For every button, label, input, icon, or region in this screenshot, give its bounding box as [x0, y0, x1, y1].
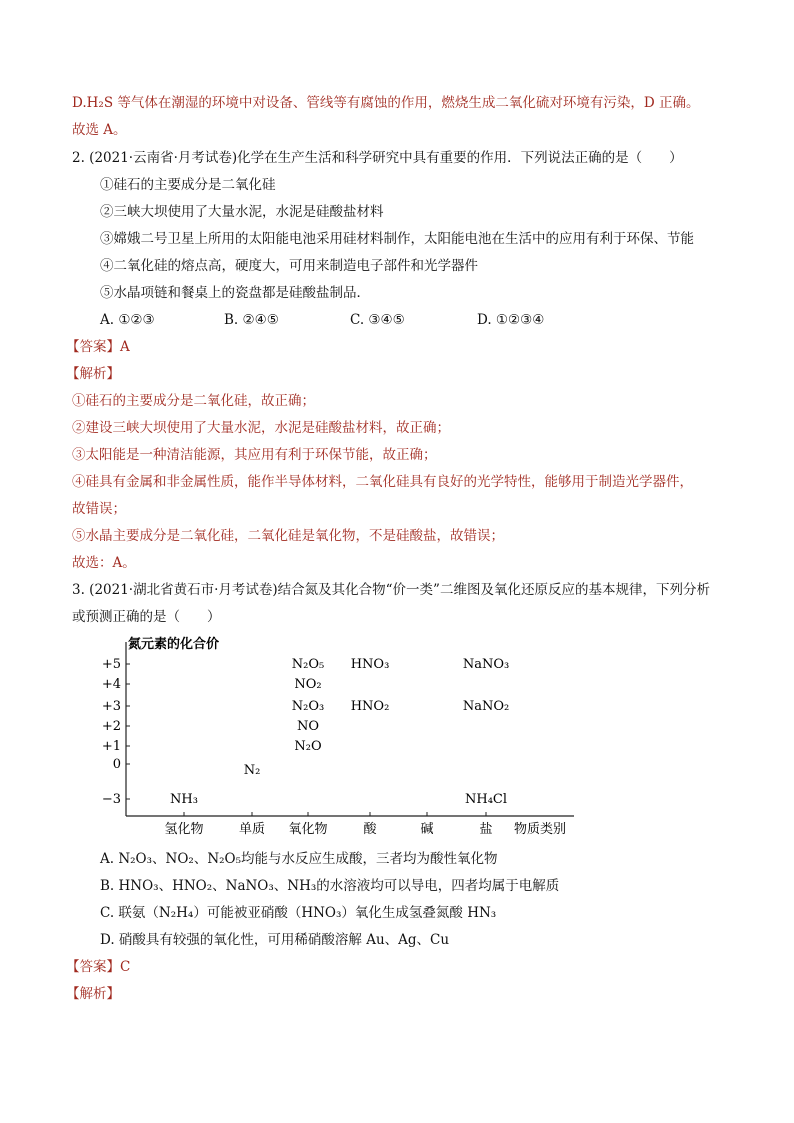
- y-tick-label: +3: [101, 699, 121, 714]
- y-tick-label: +2: [101, 719, 121, 734]
- q2-statement: ③嫦娥二号卫星上所用的太阳能电池采用硅材料制作，太阳能电池在生活中的应用有利于环保、节能: [100, 231, 694, 247]
- y-tick-label: 0: [112, 757, 121, 772]
- y-axis-label: 氮元素的化合价: [128, 637, 220, 652]
- q3-option-c: C. 联氨（N₂H₄）可能被亚硝酸（HNO₃）氧化生成氢叠氮酸 HN₃: [100, 905, 497, 921]
- q2-analysis-line: ④硅具有金属和非金属性质，能作半导体材料，二氧化硅具有良好的光学特性，能够用于制造光学器件，: [72, 474, 693, 490]
- data-point-label: HNO₃: [350, 657, 390, 672]
- q2-analysis-label: 【解析】: [66, 366, 120, 382]
- q3-stem-cont: 或预测正确的是（ ）: [72, 609, 221, 625]
- nitrogen-valence-chart: [101, 634, 582, 842]
- q2-analysis-line: ③太阳能是一种清洁能源，其应用有利于环保节能，故正确；: [72, 447, 437, 463]
- q2-option-d: D. ①②③④: [477, 312, 545, 328]
- data-point-label: N₂O₅: [291, 657, 325, 672]
- y-tick-label: +1: [101, 739, 121, 754]
- y-tick-label: −3: [101, 792, 121, 807]
- x-tick-label: 单质: [238, 822, 266, 837]
- q3-option-d: D. 硝酸具有较强的氧化性，可用稀硝酸溶解 Au、Ag、Cu: [100, 932, 450, 948]
- q2-analysis-line: 故选：A。: [72, 555, 136, 571]
- q2-option-c: C. ③④⑤: [350, 312, 405, 328]
- q2-answer: 【答案】A: [66, 339, 130, 355]
- prev-conclusion: 故选 A。: [72, 122, 127, 138]
- x-tick-label: 氢化物: [164, 822, 204, 837]
- x-axis-label: 物质类别: [514, 822, 567, 837]
- data-point-label: NH₄Cl: [464, 792, 508, 807]
- data-point-label: NO: [296, 719, 320, 734]
- data-point-label: N₂O₃: [291, 699, 325, 714]
- q3-option-b: B. HNO₃、HNO₂、NaNO₃、NH₃的水溶液均可以导电，四者均属于电解质: [100, 878, 560, 894]
- q2-analysis-line: ⑤水晶主要成分是二氧化硅，二氧化硅是氧化物，不是硅酸盐，故错误；: [72, 528, 504, 544]
- q2-analysis-line: ①硅石的主要成分是二氧化硅，故正确；: [72, 393, 315, 409]
- q3-option-a: A. N₂O₃、NO₂、N₂O₅均能与水反应生成酸，三者均为酸性氧化物: [100, 851, 498, 867]
- data-point-label: N₂O: [294, 739, 322, 754]
- q2-statement: ④二氧化硅的熔点高，硬度大，可用来制造电子部件和光学器件: [100, 258, 478, 274]
- data-point-label: NH₃: [170, 792, 198, 807]
- data-point-label: NO₂: [294, 677, 322, 692]
- x-tick-label: 氧化物: [288, 822, 328, 837]
- q2-option-a: A. ①②③: [100, 312, 155, 328]
- q2-analysis-line: 故错误；: [72, 501, 126, 517]
- x-tick-label: 酸: [363, 822, 377, 837]
- q3-answer: 【答案】C: [66, 959, 131, 975]
- data-point-label: N₂: [243, 763, 261, 778]
- y-tick-label: +5: [101, 657, 121, 672]
- q2-stem: 2. (2021·云南省·月考试卷)化学在生产生活和科学研究中具有重要的作用．下列说法正确的是（ ）: [72, 150, 683, 166]
- q3-stem: 3. (2021·湖北省黄石市·月考试卷)结合氮及其化合物“价一类”二维图及氧化还原反应的基本规律，下列分析: [72, 582, 710, 598]
- data-point-label: HNO₂: [350, 699, 390, 714]
- q2-analysis-line: ②建设三峡大坝使用了大量水泥，水泥是硅酸盐材料，故正确；: [72, 420, 450, 436]
- q2-statement: ⑤水晶项链和餐桌上的瓷盘都是硅酸盐制品．: [100, 285, 370, 301]
- x-tick-label: 盐: [479, 822, 493, 837]
- x-tick-label: 碱: [420, 822, 434, 837]
- y-tick-label: +4: [101, 677, 121, 692]
- q2-option-b: B. ②④⑤: [224, 312, 279, 328]
- data-point-label: NaNO₂: [462, 699, 510, 714]
- q2-statement: ①硅石的主要成分是二氧化硅: [100, 177, 276, 193]
- prev-explanation-line: D.H₂S 等气体在潮湿的环境中对设备、管线等有腐蚀的作用，燃烧生成二氧化硫对环境有污染，D 正确。: [72, 95, 700, 111]
- data-point-label: NaNO₃: [462, 657, 510, 672]
- q3-analysis-label: 【解析】: [66, 986, 120, 1002]
- q2-statement: ②三峡大坝使用了大量水泥，水泥是硅酸盐材料: [100, 204, 384, 220]
